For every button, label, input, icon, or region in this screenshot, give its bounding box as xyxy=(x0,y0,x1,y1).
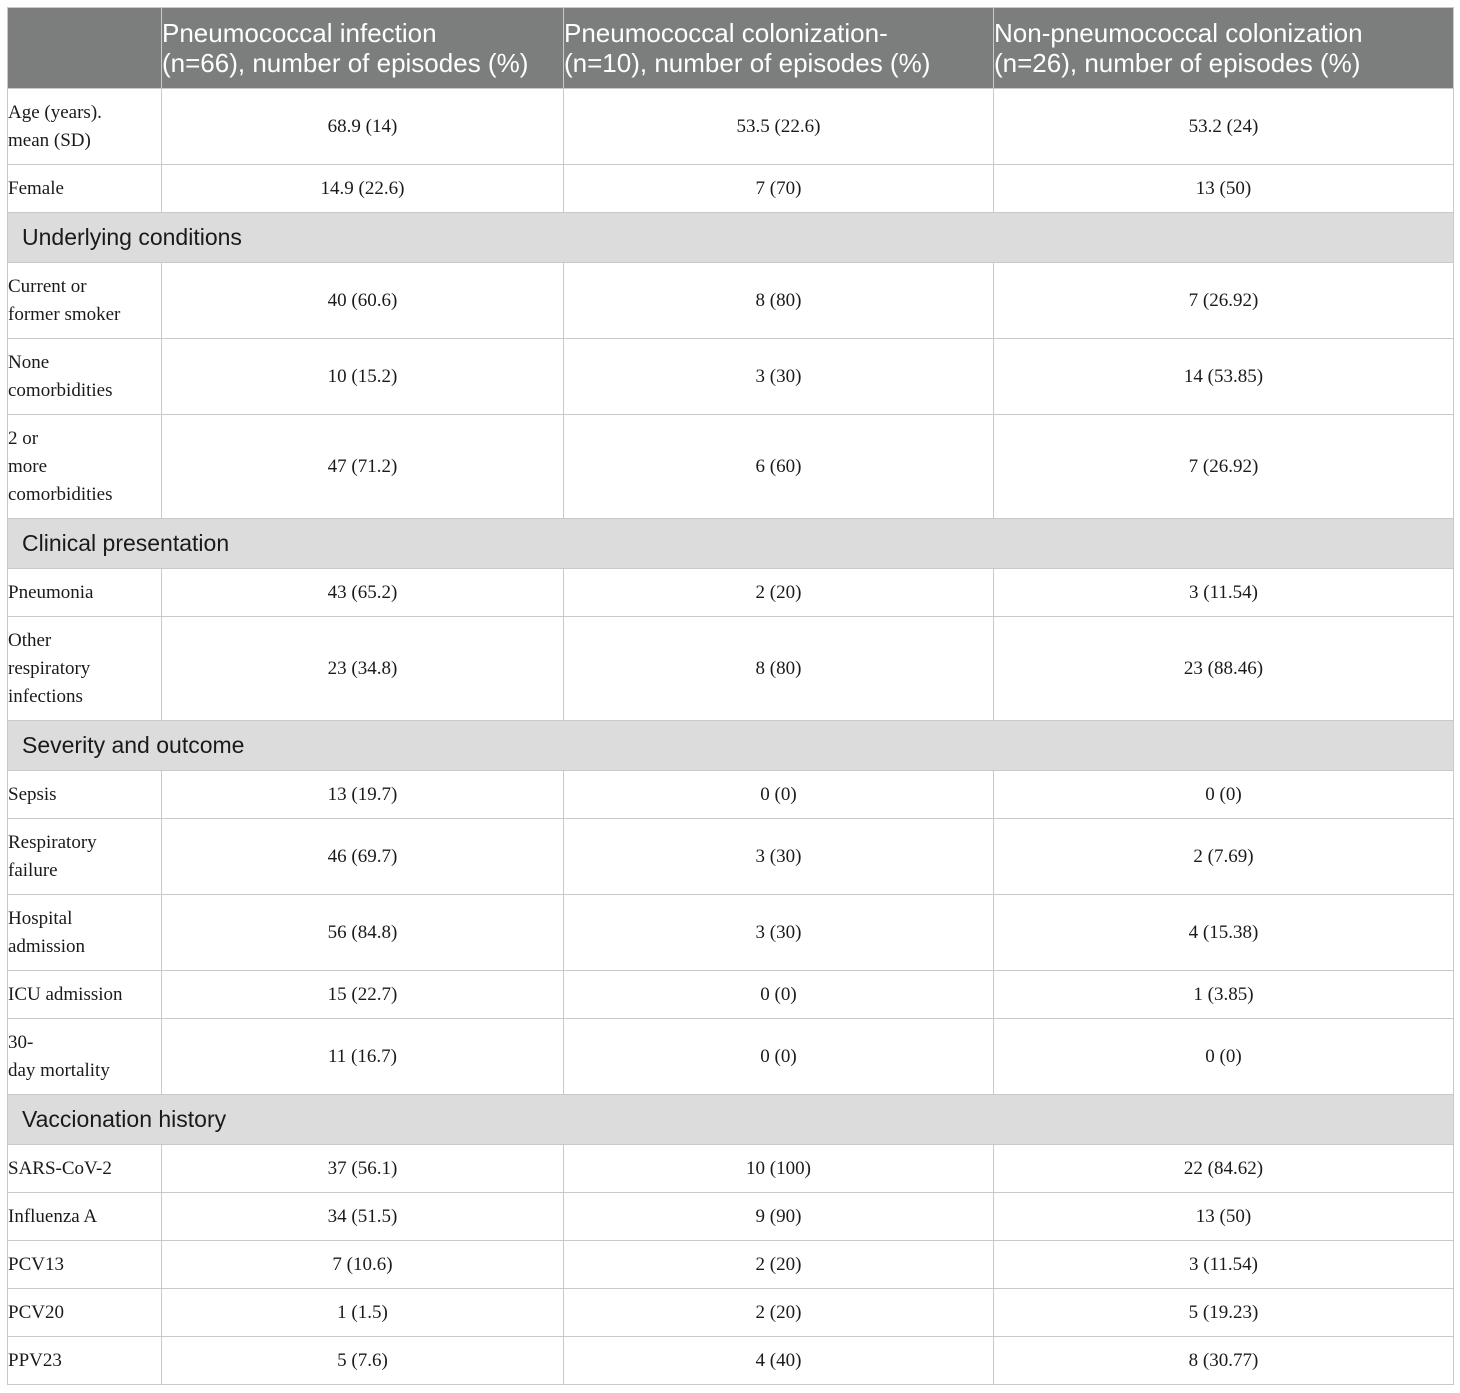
row-label xyxy=(8,819,162,895)
cell-value: 6 (60) xyxy=(564,415,994,519)
row-label-line: Sepsis xyxy=(8,783,57,805)
section-header-severity xyxy=(8,721,1454,771)
cell-value: 43 (65.2) xyxy=(162,569,564,617)
cell-value: 0 (0) xyxy=(994,771,1454,819)
cell-value: 14.9 (22.6) xyxy=(162,165,564,213)
table-row xyxy=(8,771,1454,819)
header-text: Pneumococcal infection xyxy=(162,18,437,48)
row-label-line: failure xyxy=(8,859,58,881)
cell-value: 5 (19.23) xyxy=(994,1289,1454,1337)
row-label-line: respiratory xyxy=(8,657,91,679)
cell-value: 13 (19.7) xyxy=(162,771,564,819)
row-label-line: admission xyxy=(8,935,86,957)
table-row xyxy=(8,819,1454,895)
cell-value: 2 (20) xyxy=(564,569,994,617)
cell-value: 13 (50) xyxy=(994,1193,1454,1241)
row-label-line: infections xyxy=(8,685,83,707)
cell-value: 3 (11.54) xyxy=(994,569,1454,617)
header-text: Pneumococcal colonization- xyxy=(564,18,888,48)
section-title: Underlying conditions xyxy=(8,213,1454,263)
cell-value: 10 (100) xyxy=(564,1145,994,1193)
cell-value: 2 (7.69) xyxy=(994,819,1454,895)
header-pneumococcal-infection xyxy=(162,8,564,89)
cell-value: 8 (80) xyxy=(564,263,994,339)
cell-value: 0 (0) xyxy=(564,971,994,1019)
row-label-line: Hospital xyxy=(8,907,73,929)
cell-value: 4 (40) xyxy=(564,1337,994,1385)
table-row xyxy=(8,1241,1454,1289)
cell-value: 3 (30) xyxy=(564,895,994,971)
cell-value: 46 (69.7) xyxy=(162,819,564,895)
cell-value: 1 (3.85) xyxy=(994,971,1454,1019)
row-label xyxy=(8,771,162,819)
cell-value: 56 (84.8) xyxy=(162,895,564,971)
section-title: Clinical presentation xyxy=(8,519,1454,569)
row-label-line: ICU admission xyxy=(8,983,123,1005)
cell-value: 3 (30) xyxy=(564,819,994,895)
cell-value: 23 (88.46) xyxy=(994,617,1454,721)
row-label xyxy=(8,617,162,721)
row-label xyxy=(8,1193,162,1241)
cell-value: 0 (0) xyxy=(994,1019,1454,1095)
header-text: (n=26), number of episodes (%) xyxy=(994,48,1361,78)
table-row xyxy=(8,1337,1454,1385)
row-label xyxy=(8,89,162,165)
cell-value: 2 (20) xyxy=(564,1289,994,1337)
table-row xyxy=(8,569,1454,617)
row-label xyxy=(8,1019,162,1095)
header-text: (n=10), number of episodes (%) xyxy=(564,48,931,78)
cell-value: 40 (60.6) xyxy=(162,263,564,339)
row-label-line: PPV23 xyxy=(8,1349,62,1371)
cell-value: 13 (50) xyxy=(994,165,1454,213)
row-label xyxy=(8,1145,162,1193)
row-label xyxy=(8,415,162,519)
row-label xyxy=(8,1289,162,1337)
row-label xyxy=(8,569,162,617)
cell-value: 7 (26.92) xyxy=(994,263,1454,339)
row-label-line: more xyxy=(8,455,48,477)
row-label xyxy=(8,895,162,971)
row-label-line: 30- xyxy=(8,1031,34,1053)
table-row-female xyxy=(8,165,1454,213)
row-label-line: 2 or xyxy=(8,427,39,449)
cell-value: 0 (0) xyxy=(564,1019,994,1095)
table-row xyxy=(8,617,1454,721)
row-label xyxy=(8,165,162,213)
row-label xyxy=(8,971,162,1019)
cell-value: 22 (84.62) xyxy=(994,1145,1454,1193)
row-label xyxy=(8,1241,162,1289)
row-label xyxy=(8,263,162,339)
row-label-line: PCV20 xyxy=(8,1301,64,1323)
header-text: Non-pneumococcal colonization xyxy=(994,18,1363,48)
cell-value: 11 (16.7) xyxy=(162,1019,564,1095)
row-label-line: PCV13 xyxy=(8,1253,64,1275)
table-row-age xyxy=(8,89,1454,165)
row-label-line: Age (years). xyxy=(8,101,102,123)
cell-value: 9 (90) xyxy=(564,1193,994,1241)
header-non-pneumococcal-colonization xyxy=(994,8,1454,89)
table-row xyxy=(8,263,1454,339)
header-text: (n=66), number of episodes (%) xyxy=(162,48,529,78)
row-label xyxy=(8,1337,162,1385)
cell-value: 34 (51.5) xyxy=(162,1193,564,1241)
row-label-line: Respiratory xyxy=(8,831,97,853)
table-header xyxy=(8,8,1454,89)
cell-value: 8 (30.77) xyxy=(994,1337,1454,1385)
cell-value: 7 (26.92) xyxy=(994,415,1454,519)
row-label-line: day mortality xyxy=(8,1059,110,1081)
cell-value: 23 (34.8) xyxy=(162,617,564,721)
table-row xyxy=(8,971,1454,1019)
table-row xyxy=(8,1019,1454,1095)
table-row xyxy=(8,895,1454,971)
row-label-line: Other xyxy=(8,629,52,651)
episodes-table xyxy=(7,7,1454,1385)
cell-value: 7 (10.6) xyxy=(162,1241,564,1289)
cell-value: 37 (56.1) xyxy=(162,1145,564,1193)
cell-value: 53.2 (24) xyxy=(994,89,1454,165)
row-label-line: Pneumonia xyxy=(8,581,94,603)
table-row xyxy=(8,1289,1454,1337)
cell-value: 15 (22.7) xyxy=(162,971,564,1019)
cell-value: 68.9 (14) xyxy=(162,89,564,165)
cell-value: 7 (70) xyxy=(564,165,994,213)
row-label-line: None xyxy=(8,351,50,373)
cell-value: 1 (1.5) xyxy=(162,1289,564,1337)
cell-value: 5 (7.6) xyxy=(162,1337,564,1385)
header-empty-cell xyxy=(8,8,162,89)
cell-value: 8 (80) xyxy=(564,617,994,721)
cell-value: 3 (30) xyxy=(564,339,994,415)
row-label-line: comorbidities xyxy=(8,483,113,505)
cell-value: 10 (15.2) xyxy=(162,339,564,415)
section-header-vaccination xyxy=(8,1095,1454,1145)
row-label xyxy=(8,339,162,415)
cell-value: 4 (15.38) xyxy=(994,895,1454,971)
row-label-line: mean (SD) xyxy=(8,129,91,151)
table-row xyxy=(8,415,1454,519)
section-title: Severity and outcome xyxy=(8,721,1454,771)
row-label-line: comorbidities xyxy=(8,379,113,401)
table-row xyxy=(8,1193,1454,1241)
row-label-line: SARS-CoV-2 xyxy=(8,1157,112,1179)
cell-value: 3 (11.54) xyxy=(994,1241,1454,1289)
cell-value: 2 (20) xyxy=(564,1241,994,1289)
header-row xyxy=(8,8,1454,89)
row-label-line: Influenza A xyxy=(8,1205,98,1227)
header-pneumococcal-colonization xyxy=(564,8,994,89)
section-title: Vaccionation history xyxy=(8,1095,1454,1145)
table-row xyxy=(8,339,1454,415)
cell-value: 53.5 (22.6) xyxy=(564,89,994,165)
cell-value: 0 (0) xyxy=(564,771,994,819)
cell-value: 14 (53.85) xyxy=(994,339,1454,415)
row-label-line: former smoker xyxy=(8,303,121,325)
table-row xyxy=(8,1145,1454,1193)
section-header-clinical xyxy=(8,519,1454,569)
section-header-underlying xyxy=(8,213,1454,263)
row-label-line: Female xyxy=(8,177,64,199)
cell-value: 47 (71.2) xyxy=(162,415,564,519)
row-label-line: Current or xyxy=(8,275,87,297)
